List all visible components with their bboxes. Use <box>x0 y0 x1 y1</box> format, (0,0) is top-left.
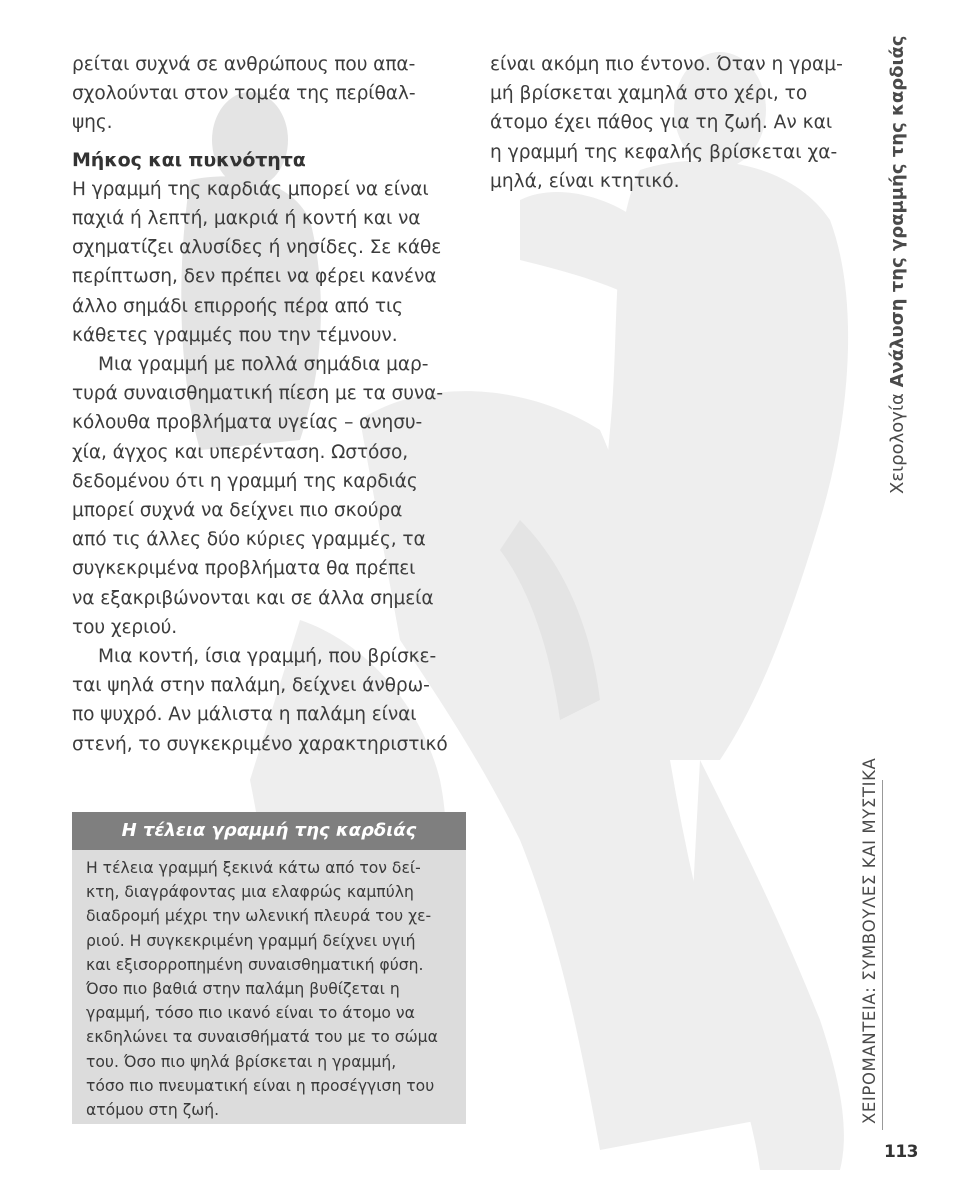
text-line: του. Όσο πιο ψηλά βρίσκεται η γραμμή, <box>86 1052 397 1071</box>
text-line: Μια γραμμή με πολλά σημάδια μαρ- <box>98 354 429 376</box>
section-heading: Μήκος και πυκνότητα <box>72 148 306 171</box>
page-number: 113 <box>884 1142 918 1162</box>
text-line: Η τέλεια γραμμή ξεκινά κάτω από τον δεί- <box>86 859 421 877</box>
text-line: γραμμή, τόσο πιο ικανό είναι το άτομο να <box>86 1004 415 1023</box>
text-line: διαδρομή μέχρι την ωλενική πλευρά του χε- <box>86 907 432 926</box>
text-line: μπορεί συχνά να δείχνει πιο σκούρα <box>72 500 403 522</box>
text-line: συγκεκριμένα προβλήματα θα πρέπει <box>72 558 416 580</box>
running-head-book-title: ΧΕΙΡΟΜΑΝΤΕΙΑ: ΣΥΜΒΟΥΛΕΣ ΚΑΙ ΜΥΣΤΙΚΑ <box>858 752 882 1130</box>
running-head-section <box>886 36 910 495</box>
text-line: ρείται συχνά σε ανθρώπους που απα- <box>72 54 416 75</box>
sidebar-box-title: Η τέλεια γραμμή της καρδιάς <box>72 812 466 850</box>
text-line: άλλο σημάδι επιρροής πέρα από τις <box>72 295 403 317</box>
text-line: δεδομένου ότι η γραμμή της καρδιάς <box>72 470 418 492</box>
text-line: μή βρίσκεται χαμηλά στο χέρι, το <box>490 83 808 105</box>
text-line: ριού. Η συγκεκριμένη γραμμή δείχνει υγιή <box>86 931 416 950</box>
text-line: άτομο έχει πάθος για τη ζωή. Αν και <box>490 112 833 134</box>
text-line: είναι ακόμη πιο έντονο. Όταν η γραμ- <box>490 54 843 75</box>
text-line: από τις άλλες δύο κύριες γραμμές, τα <box>72 529 426 551</box>
text-line: πο ψυχρό. Αν μάλιστα η παλάμη είναι <box>72 704 417 726</box>
text-line: τόσο πιο πνευματική είναι η προσέγγιση του <box>86 1076 435 1095</box>
sidebar-box <box>72 812 466 1124</box>
sidebar-box-body <box>72 850 466 1122</box>
right-column <box>490 50 870 196</box>
text-line: ψης. <box>72 112 113 134</box>
text-line: Μια κοντή, ίσια γραμμή, που βρίσκε- <box>98 646 437 668</box>
vertical-rule <box>882 780 883 1130</box>
text-line: Η γραμμή της καρδιάς μπορεί να είναι <box>72 178 429 200</box>
text-line: εκδηλώνει τα συναισθήματά του με το σώμα <box>86 1028 438 1047</box>
text-line: χία, άγχος και υπερένταση. Ωστόσο, <box>72 441 409 463</box>
text-line: ατόμου στη ζωή. <box>86 1101 220 1120</box>
running-head-prefix: Χειρολογία <box>887 393 908 494</box>
text-line: να εξακριβώνονται και σε άλλα σημεία <box>72 587 434 609</box>
running-head-title: Ανάλυση της γραμμής της καρδιάς <box>887 35 908 388</box>
text-line: περίπτωση, δεν πρέπει να φέρει κανένα <box>72 266 437 288</box>
text-line: Όσο πιο βαθιά στην παλάμη βυθίζεται η <box>86 980 400 999</box>
text-line: σχολούνται στον τομέα της περίθαλ- <box>72 83 416 105</box>
text-line: κτη, διαγράφοντας μια ελαφρώς καμπύλη <box>86 883 414 902</box>
text-line: του χεριού. <box>72 616 178 638</box>
text-line: και εξισορροπημένη συναισθηματική φύση. <box>86 955 424 974</box>
text-line: ται ψηλά στην παλάμη, δείχνει άνθρω- <box>72 675 430 697</box>
text-line: τυρά συναισθηματική πίεση με τα συνα- <box>72 383 443 405</box>
text-line: σχηματίζει αλυσίδες ή νησίδες. Σε κάθε <box>72 237 442 259</box>
text-line: μηλά, είναι κτητικό. <box>490 170 680 192</box>
left-column <box>72 50 472 759</box>
text-line: παχιά ή λεπτή, μακριά ή κοντή και να <box>72 208 421 230</box>
text-line: κόλουθα προβλήματα υγείας – ανησυ- <box>72 412 423 434</box>
text-line: κάθετες γραμμές που την τέμνουν. <box>72 324 398 346</box>
text-line: στενή, το συγκεκριμένο χαρακτηριστικό <box>72 733 448 755</box>
text-line: η γραμμή της κεφαλής βρίσκεται χα- <box>490 141 838 163</box>
